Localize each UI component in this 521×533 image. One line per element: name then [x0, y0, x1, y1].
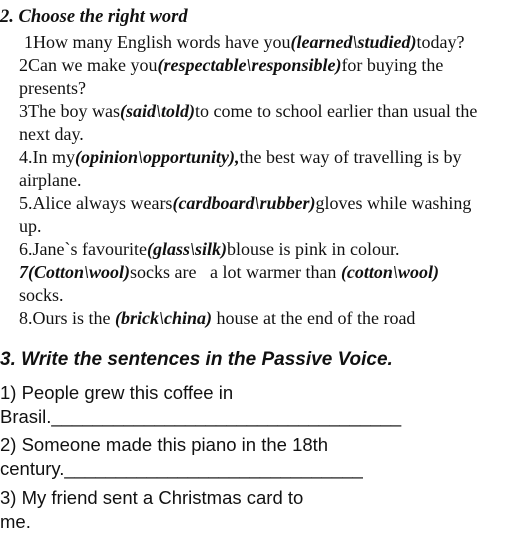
item-option: (brick\china) [115, 308, 212, 328]
exercise-item-3 [19, 100, 477, 123]
exercise-item-2 [19, 54, 443, 77]
item-option: (glass\silk) [146, 239, 227, 259]
item-text: socks are a lot warmer than [130, 262, 341, 282]
item-option: (cardboard\rubber) [172, 193, 316, 213]
exercise-item-7-cont: socks. [19, 285, 64, 305]
item-text: for buying the [341, 55, 444, 75]
section-3-heading: 3. Write the sentences in the Passive Voice. [0, 349, 393, 370]
passive-item-3: 3) My friend sent a Christmas card to [0, 487, 304, 508]
passive-item-2-answer-line: century._____________________________ [0, 458, 363, 479]
exercise-item-6 [19, 238, 399, 261]
exercise-item-4-cont: airplane. [19, 170, 82, 190]
item-option: (learned\studied) [290, 32, 417, 52]
exercise-item-5-cont: up. [19, 216, 42, 236]
item-text: the best way of travelling is by [239, 147, 462, 167]
item-text: blouse is pink in colour. [226, 239, 400, 259]
item-text: to come to school earlier than usual the [194, 101, 478, 121]
item-option: (opinion\opportunity), [75, 147, 240, 167]
item-text: 6.Jane`s favourite [19, 239, 147, 259]
item-text: 8.Ours is the [19, 308, 115, 328]
item-text: house at the end of the road [212, 308, 416, 328]
passive-item-2: 2) Someone made this piano in the 18th [0, 434, 329, 455]
passive-item-1: 1) People grew this coffee in [0, 382, 234, 403]
item-option: (respectable\responsible) [157, 55, 342, 75]
item-option: 7(Cotton\wool) [19, 262, 131, 282]
item-text: 2Can we make you [19, 55, 158, 75]
item-text: 1How many English words have you [24, 32, 291, 52]
exercise-item-5 [19, 192, 471, 215]
passive-item-1-answer-line: Brasil.__________________________________ [0, 406, 402, 427]
exercise-item-7 [19, 261, 439, 284]
item-text: 3The boy was [19, 101, 120, 121]
item-text: 4.In my [19, 147, 75, 167]
item-text: gloves while washing [315, 193, 472, 213]
item-option: (said\told) [119, 101, 195, 121]
exercise-item-2-cont: presents? [19, 78, 86, 98]
item-text: today? [416, 32, 465, 52]
item-option: (cotton\wool) [340, 262, 439, 282]
item-text: 5.Alice always wears [19, 193, 173, 213]
passive-item-3-cont: me. [0, 511, 31, 532]
exercise-item-4 [19, 146, 461, 169]
exercise-item-8 [19, 307, 415, 330]
exercise-item-1 [24, 31, 464, 54]
exercise-item-3-cont: next day. [19, 124, 84, 144]
section-2-heading: 2. Choose the right word [0, 7, 188, 27]
